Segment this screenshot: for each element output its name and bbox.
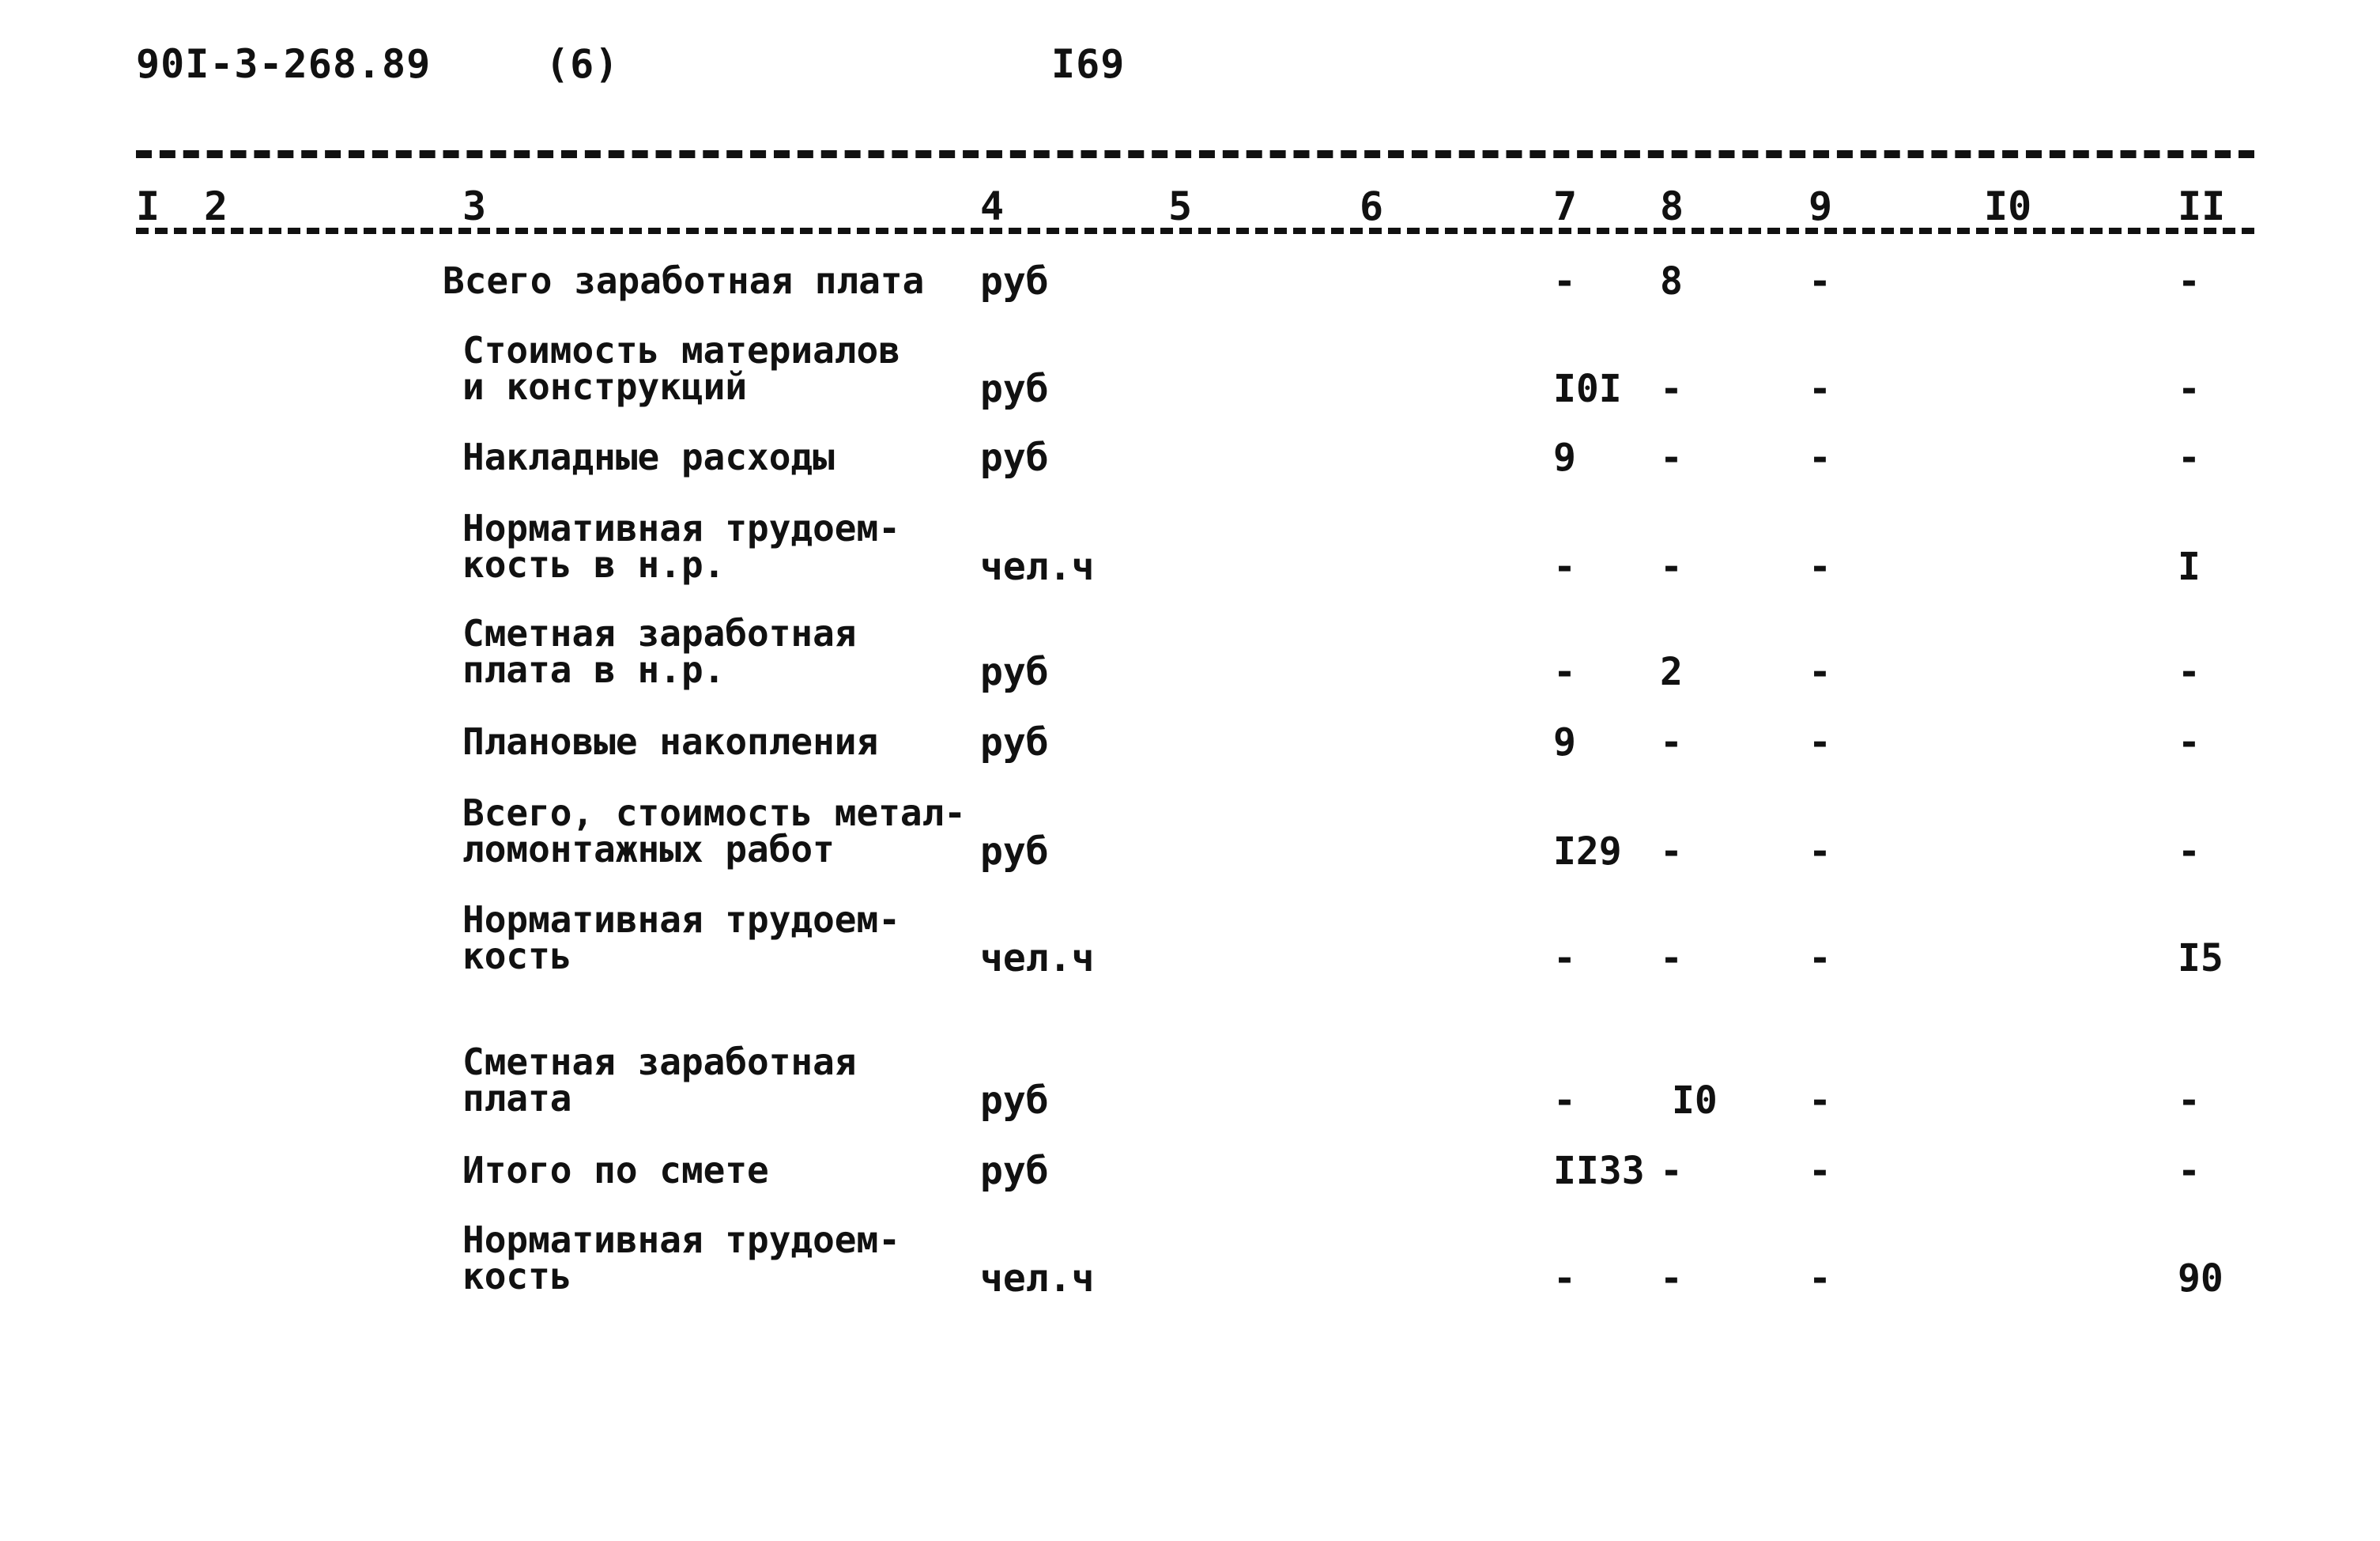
col9-value: -	[1809, 720, 1831, 765]
row-unit: руб	[980, 436, 1049, 480]
row-name: Плановые накопления	[462, 720, 879, 763]
col8-value: -	[1660, 545, 1683, 589]
col9-value: -	[1809, 1078, 1831, 1123]
col7-value: II33	[1553, 1149, 1645, 1193]
col7-value: -	[1553, 1256, 1576, 1301]
row-unit: руб	[980, 720, 1049, 765]
col9-value: -	[1809, 545, 1831, 589]
row-unit: руб	[980, 650, 1049, 694]
column-number: 9	[1809, 183, 1833, 229]
col9-value: -	[1809, 259, 1831, 304]
col8-value: -	[1660, 367, 1683, 411]
col11-value: -	[2178, 650, 2201, 694]
column-number: 4	[980, 183, 1005, 229]
column-number: 8	[1660, 183, 1684, 229]
col11-value: I5	[2178, 936, 2223, 980]
col8-value: 8	[1660, 259, 1683, 304]
column-number: 3	[462, 183, 487, 229]
row-name: Сметная заработная плата	[462, 1041, 857, 1120]
col7-value: -	[1553, 1078, 1576, 1123]
col7-value: I0I	[1553, 367, 1622, 411]
document-code: 90I-3-268.89	[136, 41, 432, 87]
row-name: Нормативная трудоем- кость в н.р.	[462, 507, 900, 586]
row-name: Всего заработная плата	[443, 259, 925, 302]
row-unit: руб	[980, 367, 1049, 411]
col8-value: -	[1660, 436, 1683, 480]
col7-value: 9	[1553, 720, 1576, 765]
col9-value: -	[1809, 436, 1831, 480]
col7-value: -	[1553, 650, 1576, 694]
row-name: Нормативная трудоем- кость	[462, 1218, 900, 1297]
column-number: 7	[1553, 183, 1578, 229]
col8-value: 2	[1660, 650, 1683, 694]
col9-value: -	[1809, 1149, 1831, 1193]
col9-value: -	[1809, 367, 1831, 411]
col7-value: -	[1553, 259, 1576, 304]
col8-value: -	[1660, 936, 1683, 980]
row-unit: руб	[980, 829, 1049, 874]
row-unit: руб	[980, 1149, 1049, 1193]
col11-value: -	[2178, 720, 2201, 765]
column-number: 6	[1360, 183, 1384, 229]
col7-value: I29	[1553, 829, 1622, 874]
row-unit: чел.ч	[980, 1256, 1095, 1301]
page-number: I69	[1051, 41, 1126, 87]
column-number: II	[2178, 183, 2226, 229]
row-unit: руб	[980, 259, 1049, 304]
col8-value: -	[1660, 1256, 1683, 1301]
row-name: Стоимость материалов и конструкций	[462, 329, 900, 408]
row-name: Итого по смете	[462, 1149, 769, 1192]
sheet-number: (6)	[545, 41, 620, 87]
col8-value: -	[1660, 829, 1683, 874]
row-name: Накладные расходы	[462, 436, 835, 478]
col11-value: -	[2178, 259, 2201, 304]
col8-value: -	[1660, 720, 1683, 765]
col9-value: -	[1809, 1256, 1831, 1301]
col11-value: I	[2178, 545, 2201, 589]
col11-value: -	[2178, 1149, 2201, 1193]
col11-value: -	[2178, 436, 2201, 480]
row-name: Сметная заработная плата в н.р.	[462, 612, 857, 691]
col8-value: I0	[1672, 1078, 1718, 1123]
col9-value: -	[1809, 936, 1831, 980]
col9-value: -	[1809, 650, 1831, 694]
row-unit: чел.ч	[980, 936, 1095, 980]
column-number: 2	[204, 183, 228, 229]
col7-value: -	[1553, 545, 1576, 589]
col8-value: -	[1660, 1149, 1683, 1193]
column-number: I0	[1984, 183, 2032, 229]
row-unit: руб	[980, 1078, 1049, 1123]
row-name: Всего, стоимость метал- ломонтажных работ	[462, 791, 966, 871]
col11-value: -	[2178, 367, 2201, 411]
column-number: I	[136, 183, 160, 229]
row-name: Нормативная трудоем- кость	[462, 898, 900, 977]
col11-value: 90	[2178, 1256, 2223, 1301]
col11-value: -	[2178, 1078, 2201, 1123]
row-unit: чел.ч	[980, 545, 1095, 589]
col7-value: 9	[1553, 436, 1576, 480]
col7-value: -	[1553, 936, 1576, 980]
col9-value: -	[1809, 829, 1831, 874]
column-number: 5	[1168, 183, 1193, 229]
col11-value: -	[2178, 829, 2201, 874]
